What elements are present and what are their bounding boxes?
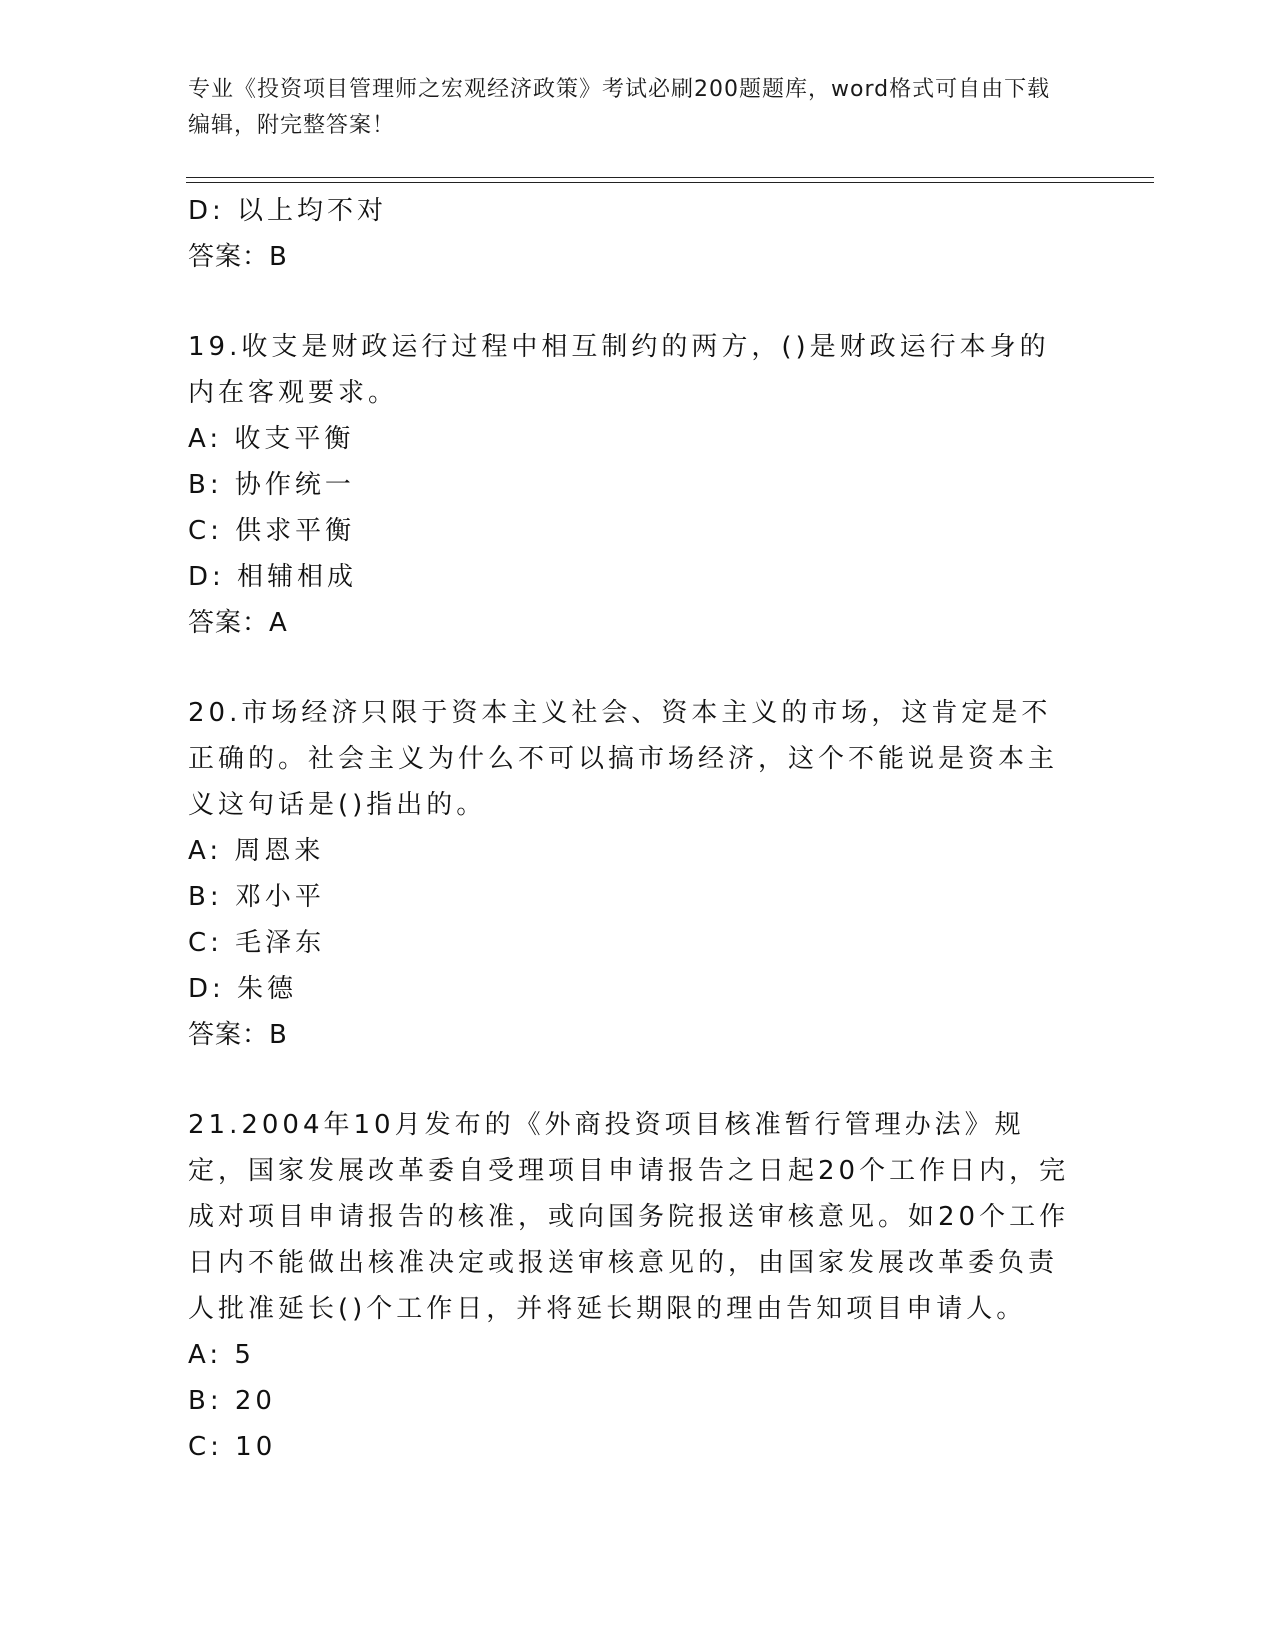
q20-option-d: D: 朱德 [188,974,298,1004]
q19-option-b: B: 协作统一 [188,470,355,500]
q20-option-a: A: 周恩来 [188,836,325,866]
header-rule-bottom [186,182,1154,183]
answer-value: B [269,1020,288,1050]
q18-answer [188,234,1088,280]
page-header: 专业《投资项目管理师之宏观经济政策》考试必刷200题题库，word格式可自由下载编辑，附完整答案！ [188,77,1051,138]
q19-option-c: C: 供求平衡 [188,516,356,546]
q20-option-b: B: 邓小平 [188,882,325,912]
q21-option-c: C: 10 [188,1432,277,1462]
answer-label: 答案： [188,242,270,272]
q20-stem: 20.市场经济只限于资本主义社会、资本主义的市场，这肯定是不正确的。社会主义为什么不可以搞市场经济，这个不能说是资本主义这句话是()指出的。 [188,698,1059,820]
q20-option-c: C: 毛泽东 [188,928,326,958]
q21-stem: 21.2004年10月发布的《外商投资项目核准暂行管理办法》规定，国家发展改革委自受理项目申请报告之日起20个工作日内，完成对项目申请报告的核准，或向国务院报送审核意见。如20个工作日内不能做出核准决定或报送审核意见的，由国家发展改革委负责人批准延长()个工作日，并将延长期限的理由告知项目申请人。 [188,1110,1070,1324]
q18-option-d: D: 以上均不对 [188,196,388,226]
answer-label: 答案： [188,1020,270,1050]
answer-value: A [269,608,288,638]
answer-label: 答案： [188,608,270,638]
q19-stem: 19.收支是财政运行过程中相互制约的两方，()是财政运行本身的内在客观要求。 [188,332,1050,408]
q19-option-a: A: 收支平衡 [188,424,355,454]
q21-option-a: A: 5 [188,1340,255,1370]
document-body [188,188,1088,1470]
q21-option-b: B: 20 [188,1386,276,1416]
q19-answer [188,600,1088,646]
q20-answer [188,1012,1088,1058]
answer-value: B [269,242,288,272]
q19-option-d: D: 相辅相成 [188,562,358,592]
header-rule-top [186,177,1154,178]
